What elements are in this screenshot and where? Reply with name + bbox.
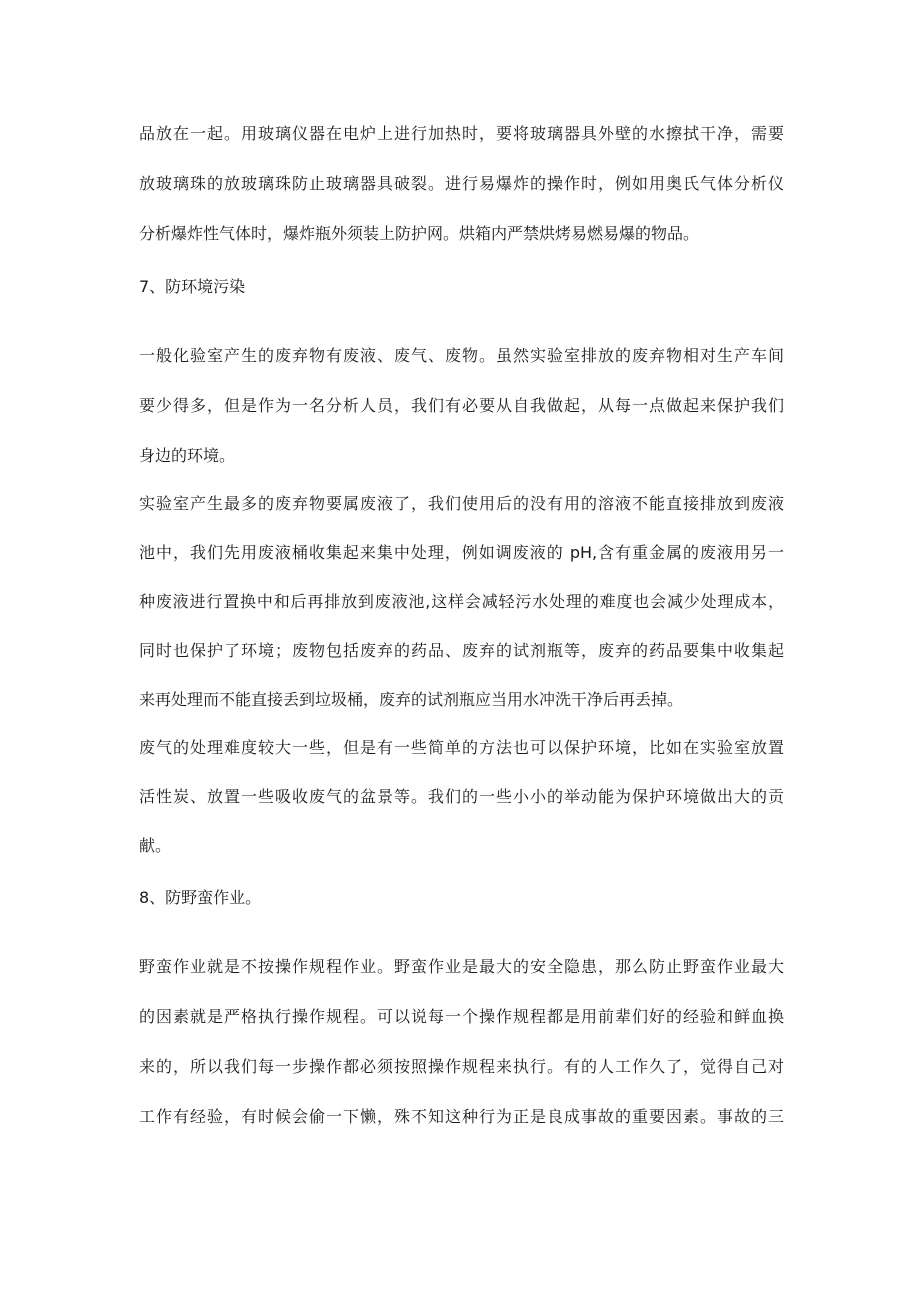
text-line: 的因素就是严格执行操作规程。可以说每一个操作规程都是用前辈们好的经验和鲜血换 xyxy=(139,1007,784,1026)
text-line: 品放在一起。用玻璃仪器在电炉上进行加热时，要将玻璃器具外壁的水擦拭干净，需要 xyxy=(139,124,784,143)
text-line: 放玻璃珠的放玻璃珠防止玻璃器具破裂。进行易爆炸的操作时，例如用奥氏气体分析仪 xyxy=(139,174,784,193)
text-line: 活性炭、放置一些吸收废气的盆景等。我们的一些小小的举动能为保护环境做出大的贡 xyxy=(139,787,784,806)
section-heading: 8、防野蛮作业。 xyxy=(139,888,262,907)
text-line: 来的，所以我们每一步操作都必须按照操作规程来执行。有的人工作久了，觉得自己对 xyxy=(139,1057,784,1076)
text-line: 工作有经验，有时候会偷一下懒，殊不知这种行为正是良成事故的重要因素。事故的三 xyxy=(139,1107,784,1126)
text-line: 一般化验室产生的废弃物有废液、废气、废物。虽然实验室排放的废弃物相对生产车间 xyxy=(139,346,784,365)
text-line: 野蛮作业就是不按操作规程作业。野蛮作业是最大的安全隐患，那么防止野蛮作业最大 xyxy=(139,957,784,976)
text-line: 池中，我们先用废液桶收集起来集中处理，例如调废液的 pH,含有重金属的废液用另一 xyxy=(139,543,784,562)
text-line: 要少得多，但是作为一名分析人员，我们有必要从自我做起，从每一点做起来保护我们 xyxy=(139,396,784,415)
text-line: 种废液进行置换中和后再排放到废液池,这样会减轻污水处理的难度也会减少处理成本， xyxy=(139,592,784,611)
text-line: 身边的环境。 xyxy=(139,446,236,465)
text-line: 同时也保护了环境；废物包括废弃的药品、废弃的试剂瓶等，废弃的药品要集中收集起 xyxy=(139,641,784,660)
text-line: 实验室产生最多的废弃物要属废液了，我们使用后的没有用的溶液不能直接排放到废液 xyxy=(139,494,784,513)
text-line: 来再处理而不能直接丢到垃圾桶，废弃的试剂瓶应当用水冲洗干净后再丢掉。 xyxy=(139,690,684,709)
text-line: 献。 xyxy=(139,836,172,855)
text-line: 分析爆炸性气体时，爆炸瓶外须装上防护网。烘箱内严禁烘烤易燃易爆的物品。 xyxy=(139,224,700,243)
text-line: 废气的处理难度较大一些，但是有一些简单的方法也可以保护环境，比如在实验室放置 xyxy=(139,738,784,757)
section-heading: 7、防环境污染 xyxy=(139,277,246,296)
